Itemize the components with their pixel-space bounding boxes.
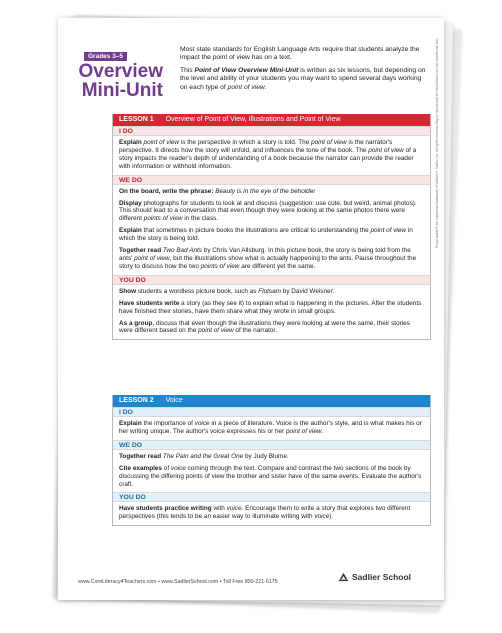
lesson-2-youdo-paragraph-1 [119, 505, 424, 521]
l1-youdo1-d: by David Weisner. [280, 287, 335, 295]
l1-ido-b: point of view [143, 139, 180, 146]
lesson-2-ido-paragraph [119, 420, 424, 436]
l2-ido-a: Explain [119, 420, 142, 427]
lesson-1-label: LESSON 1 [119, 116, 154, 123]
l1-wedo1-b: Beauty is in the eye of the beholder [215, 187, 316, 195]
l2-youdo1-e: voice [314, 513, 330, 521]
l2-ido-b: the importance of [141, 420, 195, 427]
l2-youdo1-b: with [211, 505, 227, 513]
l1-wedo4-c: by Chris Van Allsburg. In this picture book, the story is being told from the ants' [119, 247, 411, 262]
lesson-1-header [113, 114, 430, 126]
lesson-1-title: Overview of Point of View, Illustrations and Point of View [165, 116, 341, 123]
lesson-2-wedo-heading: WE DO [113, 440, 430, 450]
intro-paragraph-1: Most state standards for English Language Arts require that students analyze the impact the point of view has on a text. [180, 46, 420, 62]
l2-wedo2-c: voice [170, 464, 186, 472]
page-title [72, 62, 163, 100]
l1-wedo4-b: Two Bad Ants [162, 247, 202, 255]
l2-wedo2-a: Cite examples [119, 464, 162, 472]
l2-wedo1-b: The Pain and the Great One [162, 452, 244, 460]
l2-wedo1-c: by Judy Blume. [243, 452, 289, 460]
intro-paragraph-2 [180, 67, 426, 92]
lesson-1-youdo-paragraph-2 [119, 300, 424, 316]
lesson-2-ido-heading: I DO [113, 407, 430, 417]
lesson-1-wedo-paragraph-2 [119, 200, 424, 224]
intro-2-a: This [180, 66, 195, 74]
sadlier-s-icon [338, 571, 349, 582]
l1-youdo3-c: point of view [198, 327, 234, 335]
lesson-1-wedo-paragraph-3 [119, 227, 424, 243]
l1-ido-a: Explain [119, 139, 144, 146]
l1-wedo4-e: , but the illustrations show what is actually happening to the ants. Pause throughout the story to discuss how the two [119, 254, 417, 270]
l1-ido-e: is the narrator's perspective. It directs how the story will unfold, and influences the tone of the book. The [119, 139, 393, 154]
l2-youdo1-c: voice [226, 505, 242, 513]
l2-youdo1-a: Have students practice writing [119, 505, 212, 513]
grade-badge: Grades 3–5 [84, 52, 127, 61]
lesson-1-wedo-paragraph-4 [119, 247, 424, 271]
l1-youdo3-a: As a group [119, 319, 153, 327]
lesson-1-ido-paragraph [119, 139, 424, 171]
lesson-2-youdo-body [113, 502, 430, 525]
l1-ido-d: point of view [311, 139, 347, 146]
lesson-1-wedo-heading: WE DO [113, 175, 430, 185]
l1-wedo2-a: Display [119, 199, 142, 207]
intro-2-c: is written as six lessons, but depending on the level and ability of your students you may want to spend several days working on each type of [180, 66, 426, 91]
lesson-1-youdo-body [113, 285, 430, 340]
l1-youdo2-b: a story (as they see it) to explain what is happening in the pictures. After the students have finished their stories, have them share what they wrote in small groups. [119, 299, 422, 315]
l1-wedo4-g: are different yet the same. [239, 262, 316, 270]
lesson-2-title: Voice [165, 397, 183, 404]
l2-youdo1-f: ). [329, 513, 334, 521]
copyright-side-note: ® and Sadlier® are registered trademarks of William H. Sadlier, Inc. All rights reserved. May be reproduced for educational use (not commercial use). [435, 37, 439, 248]
l1-wedo3-b: that sometimes in picture books the illustrations are critical to understanding the [141, 227, 371, 235]
sadlier-logo [338, 571, 411, 582]
lesson-2-wedo-paragraph-1 [119, 453, 424, 461]
l1-wedo4-a: Together read [119, 247, 163, 255]
lesson-2-box [112, 395, 431, 526]
lesson-2-label: LESSON 2 [119, 397, 154, 404]
lesson-1-youdo-paragraph-3 [119, 320, 424, 336]
l1-wedo2-c: points of view [143, 215, 183, 223]
lesson-1-box [112, 114, 431, 340]
l1-youdo2-a: Have students write [119, 299, 180, 307]
footer-links: www.CoreLiteracy4Teachers.com • www.SadlierSchool.com • Toll Free 800-221-5175 [78, 579, 278, 585]
l2-wedo1-a: Together read [119, 452, 163, 460]
intro-text [180, 46, 426, 96]
l1-ido-c: is the perspective in which a story is told. The [179, 139, 312, 146]
lesson-1-wedo-body [113, 185, 430, 275]
l1-wedo2-d: in the class. [182, 215, 219, 223]
title-line-1: Overview [78, 61, 163, 82]
lesson-2-header [113, 395, 430, 407]
l1-wedo4-f: points of view [200, 262, 240, 270]
l2-ido-e: point of view [286, 427, 322, 435]
lesson-1-youdo-paragraph-1 [119, 288, 424, 296]
l1-ido-f: point of view [368, 146, 404, 154]
lesson-1-ido-body [113, 136, 430, 175]
lesson-1-ido-heading: I DO [113, 126, 430, 136]
l1-wedo1-a: On the board, write the phrase: [119, 187, 216, 195]
l2-wedo2-d: coming through the text. Compare and contrast the two sections of the book by discussing the differing points of view the brother and sister have of the same events. Evaluate the author's craft. [119, 464, 422, 488]
lesson-2-youdo-heading: YOU DO [113, 492, 430, 502]
worksheet-page [58, 18, 444, 600]
title-line-2: Mini-Unit [81, 80, 163, 101]
lesson-2-wedo-body [113, 450, 430, 493]
l1-youdo1-b: students a wordless picture book, such as [136, 287, 259, 295]
l1-ido-g: of a story impacts the reader's depth of understanding of a book because the narrator can provide the reader with information or withhold information. [119, 146, 417, 170]
intro-2-e: . [264, 83, 267, 91]
l2-wedo2-b: of [161, 464, 171, 472]
intro-2-b: Point of View Overview Mini-Unit [194, 66, 299, 74]
l1-wedo3-a: Explain [119, 227, 142, 235]
l1-youdo3-d: of the narrator. [233, 327, 277, 335]
l1-wedo3-c: point of view [370, 227, 407, 235]
l1-wedo2-b: photographs for students to look at and discuss (suggestion: use cute, but weird, animal photos). This should lead to a conversation that even though they were looking at the same photos there were different [119, 199, 417, 223]
l2-ido-d: in a piece of literature. Voice is the author's style, and is what makes his or her writing unique. The author's voice expresses his or her [119, 420, 422, 435]
page-header [58, 18, 444, 106]
intro-2-d: point of view [227, 83, 265, 91]
lesson-2-wedo-paragraph-2 [119, 465, 424, 489]
l2-ido-f: . [321, 427, 324, 435]
lesson-1-youdo-heading: YOU DO [113, 275, 430, 285]
l1-youdo1-c: Flotsam [258, 287, 281, 295]
l1-wedo3-d: in which the story is being told. [119, 227, 413, 243]
lesson-1-wedo-paragraph-1 [119, 188, 424, 196]
l1-wedo4-d: point of view [134, 254, 170, 262]
l1-youdo3-b: , discuss that even though the illustrations they were looking at were the same, their stories were different based on the [119, 319, 410, 335]
lesson-2-ido-body [113, 417, 430, 440]
brand-name: Sadlier School [352, 571, 412, 582]
l2-youdo1-d: . Encourage them to write a story that explores two different perspectives (this tends to be an easier way to illuminate writing with [119, 505, 411, 521]
l1-youdo1-a: Show [119, 287, 137, 295]
l2-ido-c: voice [194, 420, 210, 427]
